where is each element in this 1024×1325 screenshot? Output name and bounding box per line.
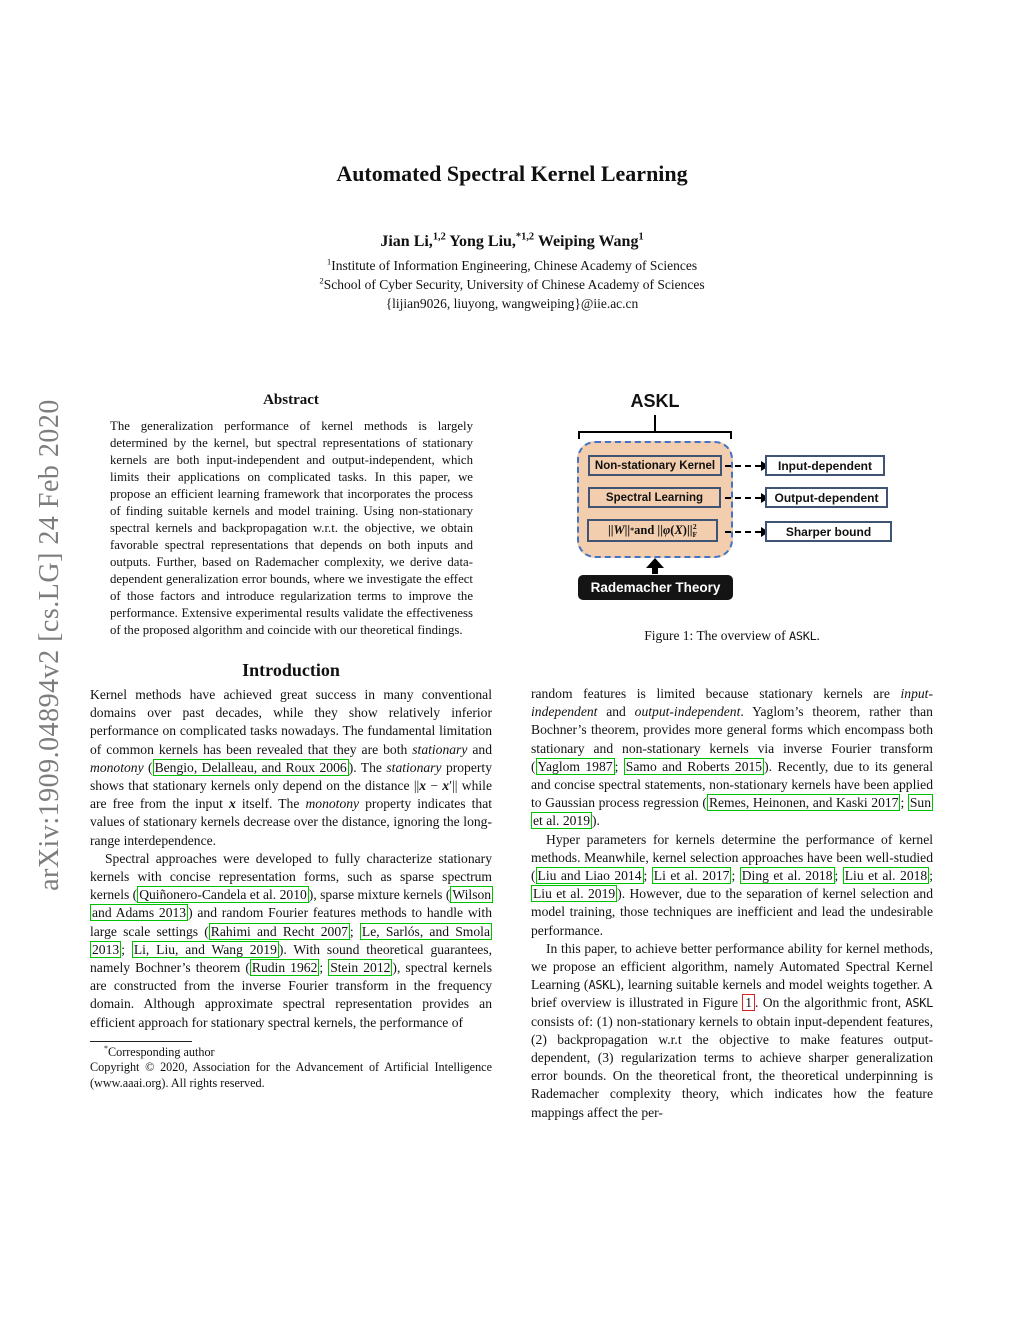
text-segment: stationary	[412, 741, 468, 757]
brace-stem	[654, 415, 656, 431]
text-segment: input-independent	[531, 686, 933, 720]
text-segment: W	[613, 523, 625, 537]
citation-link[interactable]: Li, Liu, and Wang 2019	[133, 941, 277, 957]
text-segment: 2	[319, 275, 324, 286]
affiliation-line-2: $^2$School of Cyber Security, University of Chinese Academy of Sciences	[319, 275, 705, 292]
figure-1	[531, 385, 933, 685]
abstract-heading: Abstract	[263, 392, 319, 408]
text-segment: 1	[326, 256, 332, 267]
citation-link[interactable]: Bengio, Delalleau, and Roux 2006	[154, 759, 347, 775]
citation-link[interactable]: Quiñonero-Candela et al. 2010	[139, 887, 307, 903]
figure-box-non-stationary-kernel: Non-stationary Kernel	[588, 455, 722, 476]
text-segment: stationary	[386, 759, 442, 775]
figure-box-sharper-bound: Sharper bound	[765, 521, 892, 542]
citation-link[interactable]: Rudin 1962	[251, 960, 318, 976]
text-segment: x	[229, 796, 236, 812]
text-segment: 1,2	[432, 231, 446, 243]
text-segment: X	[674, 523, 683, 537]
citation-link[interactable]: Wilson and Adams 2013	[92, 887, 492, 921]
right-paragraph-3: In this paper, to achieve better performance ability for kernel methods, we propose an efficient algorithm, namely Automated Spectral Kernel Learning (ASKL), learning suitable kernels and model weights together. A brief overview is illustrated in Figure 1 . On the algorithmic front, ASKL consists of: (1) non-stationary kernels to obtain input-dependent features, (2) backpropagation w.r.t the objective to make features output-dependent, (3) regularization terms to achieve sharper generalization error bounds. On the theoretical front, the theoretical underpinning is Rademacher complexity theory, which indicates how the feature mappings affect the per-	[531, 940, 934, 1120]
figure-box-regularization-norms: || W || * and || φ ( X )|| 2 F	[587, 519, 718, 542]
figure-box-input-dependent: Input-dependent	[765, 455, 885, 476]
introduction-heading: Introduction	[242, 660, 340, 680]
arxiv-watermark: arXiv:1909.04894v2 [cs.LG] 24 Feb 2020	[34, 399, 65, 891]
frobenius-norm-indices	[692, 523, 697, 538]
citation-link[interactable]: Rahimi and Recht 2007	[210, 923, 348, 939]
intro-paragraph-1: Kernel methods have achieved great success in many conventional domains over past decades, while they show relatively inferior performance on complicated tasks nowadays. The fundamental limitation of common kernels has been revealed that they are both stationary and monotony ( Bengio, Delalleau, and Roux 2006 ). The stationary property shows that stationary kernels only depend on the distance ||x − x′|| while are free from the input x itself. The monotony property indicates that values of stationary kernels decrease over the distance, ignoring the long-range interdependence.	[90, 687, 493, 848]
text-segment: x	[442, 778, 450, 794]
paper-header	[0, 231, 1024, 313]
footnote-corresponding-author: *Corresponding author	[104, 1043, 215, 1059]
footnote-rule	[90, 1041, 192, 1042]
up-arrow-stem	[652, 567, 658, 574]
footnote-copyright: Copyright © 2020, Association for the Advancement of Artificial Intelligence (www.aaai.org). All rights reserved.	[90, 1060, 492, 1091]
citation-link[interactable]: Yaglom 1987	[537, 758, 613, 774]
text-segment: *	[104, 1043, 108, 1053]
intro-paragraph-2: Spectral approaches were developed to fully characterize stationary kernels with concise representation forms, such as sparse spectrum kernels ( Quiñonero-Candela et al. 2010 ), sparse mixture kernels ( Wilson and Adams 2013 ) and random Fourier features methods to handle with large scale settings ( Rahimi and Recht 2007 ; Le, Sarlós, and Smola 2013 ; Li, Liu, and Wang 2019 ). With sound theoretical guarantees, namely Bochner’s theorem ( Rudin 1962 ; Stein 2012 ), spectral kernels are constructed from the inverse Fourier transform in the frequency domain. Although approximate spectral representation provides an efficient approach for stationary spectral kernels, the performance of	[90, 850, 492, 1030]
citation-link[interactable]: Li et al. 2017	[653, 868, 730, 884]
text-segment: φ	[662, 523, 671, 537]
figure-askl-label: ASKL	[630, 391, 680, 411]
email-line: {lijian9026, liuyong, wangweiping}@iie.ac.cn	[385, 296, 639, 311]
stack-part: F	[692, 529, 698, 539]
authors-line: Jian Li,$^{1,2}$ Yong Liu,$^{*1,2}$ Weiping Wang$^1$	[380, 231, 644, 250]
citation-link[interactable]: Sun et al. 2019	[533, 795, 931, 829]
dashed-arrow-icon	[725, 497, 761, 499]
askl-inline-code: ASKL	[789, 629, 817, 643]
citation-link[interactable]: Remes, Heinonen, and Kaski 2017	[708, 795, 899, 811]
stack-part: 2	[692, 522, 697, 531]
text-segment: *1,2	[515, 231, 535, 243]
citation-link[interactable]: Stein 2012	[330, 960, 391, 976]
citation-link[interactable]: Le, Sarlós, and Smola 2013	[92, 923, 490, 957]
figure-box-spectral-learning: Spectral Learning	[588, 487, 721, 508]
text-segment: output-independent	[634, 704, 741, 720]
figure-box-output-dependent: Output-dependent	[765, 487, 888, 508]
figure-box-rademacher-theory: Rademacher Theory	[578, 575, 733, 600]
right-column	[531, 385, 933, 1122]
dashed-arrow-icon	[725, 465, 761, 467]
askl-inline-code: ASKL	[905, 996, 934, 1011]
citation-link[interactable]: Ding et al. 2018	[741, 868, 833, 884]
citation-link[interactable]: Samo and Roberts 2015	[625, 758, 763, 774]
brace	[578, 431, 732, 439]
figure-caption: Figure 1: The overview of ASKL.	[644, 628, 820, 643]
footnote-block	[90, 1041, 492, 1092]
left-column	[90, 392, 492, 1092]
paper-title: Automated Spectral Kernel Learning	[336, 161, 688, 186]
dashed-arrow-icon	[725, 531, 761, 533]
citation-link[interactable]: Liu and Liao 2014	[537, 868, 642, 884]
affiliation-line-1: $^1$Institute of Information Engineering, Chinese Academy of Sciences	[326, 256, 698, 273]
citation-link[interactable]: Liu et al. 2018	[844, 868, 928, 884]
right-paragraph-2: Hyper parameters for kernels determine the performance of kernel methods. Meanwhile, kernel selection approaches have been well-studied ( Liu and Liao 2014 ; Li et al. 2017 ; Ding et al. 2018 ; Liu et al. 2018 ; Liu et al. 2019 ). However, due to the separation of kernel selection and model training, those techniques are inefficient and lead the undesirable performance.	[531, 831, 934, 938]
figure-1-reference[interactable]: 1	[742, 994, 755, 1011]
right-paragraph-1: random features is limited because stationary kernels are input-independent and output-independent. Yaglom’s theorem, rather than Bochner’s theorem, provides more general forms which encompass both stationary and non-stationary kernels via inverse Fourier transform ( Yaglom 1987 ; Samo and Roberts 2015 ). Recently, due to its general and concise spectral statements, non-stationary kernels have been applied to Gaussian process regression ( Remes, Heinonen, and Kaski 2017 ; Sun et al. 2019 ).	[531, 686, 933, 829]
askl-inline-code: ASKL	[588, 978, 617, 993]
text-segment: x	[419, 778, 427, 794]
abstract-body: The generalization performance of kernel methods is largely determined by the kernel, but spectral representations of stationary kernels are both input-independent and output-independent, which limits their applications on complicated tasks. In this paper, we propose an efficient learning framework that incorporates the process of finding suitable kernels and model training. Using non-stationary spectral kernels and backpropagation w.r.t. the objective, we obtain favorable spectral representations that depends on both inputs and outputs. Further, based on Rademacher complexity, we derive data-dependent generalization error bounds, where we investigate the effect of those factors and introduce regularization terms to improve the performance. Extensive experimental results validate the effectiveness of the proposed algorithm and coincide with our theoretical findings.	[110, 419, 473, 637]
text-segment: monotony	[305, 796, 360, 812]
citation-link[interactable]: Liu et al. 2019	[533, 886, 616, 902]
text-segment: 1	[638, 231, 644, 243]
text-segment: monotony	[90, 759, 144, 775]
